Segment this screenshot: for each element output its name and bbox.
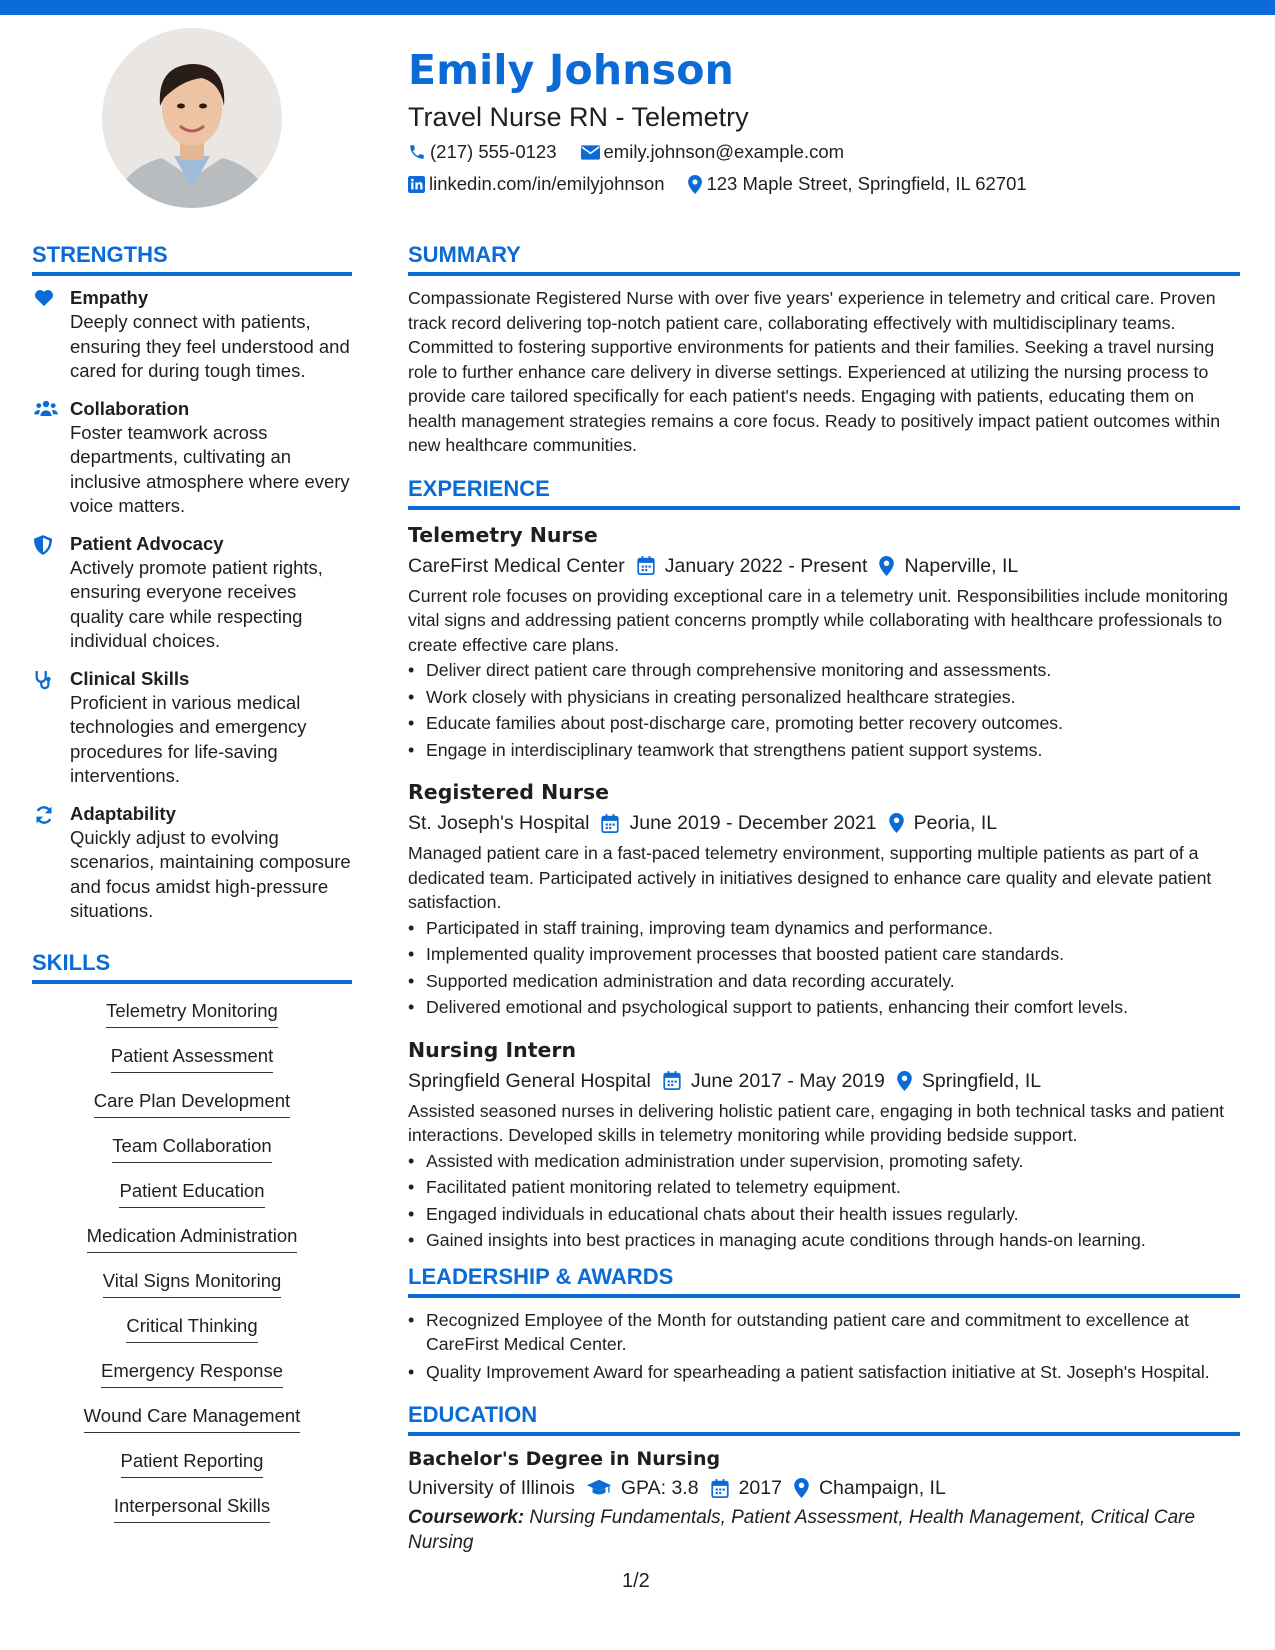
employer: Springfield General Hospital	[408, 1069, 651, 1092]
job-bullet: • Supported medication administration and data recording accurately.	[408, 968, 1240, 995]
job-bullet: • Participated in staff training, improving team dynamics and performance.	[408, 915, 1240, 942]
top-accent-bar	[0, 0, 1275, 15]
resume-header	[408, 40, 1248, 200]
job-bullet: • Engage in interdisciplinary teamwork that strengthens patient support systems.	[408, 737, 1240, 764]
job-bullet: • Facilitated patient monitoring related to telemetry equipment.	[408, 1174, 1240, 1201]
skills-list	[32, 998, 352, 1538]
award-item: • Quality Improvement Award for spearheading a patient satisfaction initiative at St. Joseph's Hospital.	[408, 1360, 1240, 1385]
skill-item: Patient Education	[119, 1178, 264, 1208]
map-pin-icon	[688, 175, 702, 194]
job-bullet: • Work closely with physicians in creating personalized healthcare strategies.	[408, 684, 1240, 711]
school: University of Illinois	[408, 1477, 575, 1499]
job-title: Telemetry Nurse	[408, 522, 598, 547]
strength-name: Collaboration	[70, 397, 190, 419]
linkedin-text: linkedin.com/in/emilyjohnson	[429, 173, 665, 194]
coursework-text: Nursing Fundamentals, Patient Assessment, Health Management, Critical Care Nursing	[408, 1507, 1196, 1553]
phone-text: (217) 555-0123	[430, 141, 557, 162]
job-bullet: • Deliver direct patient care through comprehensive monitoring and assessments.	[408, 657, 1240, 684]
right-column	[408, 240, 1240, 1555]
skill-item: Vital Signs Monitoring	[103, 1268, 282, 1298]
skill-item: Patient Reporting	[121, 1448, 264, 1478]
strength-desc: Foster teamwork across departments, cultivating an inclusive atmosphere where every voice matters.	[70, 421, 350, 516]
email-contact[interactable]	[581, 136, 845, 168]
skill-item: Critical Thinking	[126, 1313, 257, 1343]
calendar-icon	[711, 1479, 729, 1498]
job-title: Registered Nurse	[408, 780, 610, 804]
users-icon	[34, 400, 58, 416]
linkedin-icon	[408, 176, 425, 193]
skill-item: Wound Care Management	[84, 1403, 301, 1433]
strength-name: Clinical Skills	[70, 667, 190, 689]
skill-item: Interpersonal Skills	[114, 1493, 270, 1523]
job-description: Assisted seasoned nurses in delivering holistic patient care, engaging in both technical tasks and patient interactions. Developed skills in telemetry monitoring while providing bedside support.	[408, 1100, 1225, 1145]
phone-icon	[408, 143, 426, 161]
left-column	[32, 240, 352, 1538]
page-number: 1/2	[622, 1570, 650, 1592]
strength-desc: Deeply connect with patients, ensuring they feel understood and cared for during tough times.	[70, 311, 350, 381]
profile-photo	[102, 28, 282, 208]
job-bullet: • Implemented quality improvement processes that boosted patient care standards.	[408, 941, 1240, 968]
award-item: • Recognized Employee of the Month for outstanding patient care and commitment to excellence at CareFirst Medical Center.	[408, 1308, 1240, 1357]
map-pin-icon	[897, 1071, 912, 1091]
coursework	[408, 1506, 1240, 1555]
strength-name: Patient Advocacy	[70, 532, 224, 554]
employer: St. Joseph's Hospital	[408, 812, 590, 834]
job-entry	[408, 520, 1240, 764]
coursework-label: Coursework:	[408, 1507, 525, 1528]
strength-item	[32, 397, 352, 519]
job-dates: January 2022 - Present	[664, 554, 868, 577]
skills-heading: SKILLS	[32, 948, 352, 984]
strength-desc: Proficient in various medical technologies and emergency procedures for life-saving interventions.	[70, 691, 307, 786]
calendar-icon	[637, 556, 655, 575]
summary-text: Compassionate Registered Nurse with over five years' experience in telemetry and critical care. Proven track record delivering top-notch patient care, collaborating effectively with multidisciplinary teams. Committed to fostering supportive environments for patients and their families. Seeking a travel nursing role to further enhance care delivery in diverse settings. Experienced at utilizing the nursing process to provide care tailored specifically for each patient's needs. Engaging with patients, educating them on health management strategies remains a core focus. Ready to positively impact patient outcomes within new healthcare communities.	[408, 288, 1221, 455]
calendar-icon	[663, 1071, 681, 1090]
skill-item: Telemetry Monitoring	[106, 998, 278, 1028]
job-bullets	[408, 915, 1240, 1021]
graduation-year: 2017	[738, 1477, 782, 1499]
job-dates: June 2017 - May 2019	[690, 1069, 885, 1092]
skill-item: Emergency Response	[101, 1358, 283, 1388]
job-bullet: • Assisted with medication administration under supervision, promoting safety.	[408, 1148, 1240, 1175]
job-entry	[408, 777, 1240, 1021]
skill-item: Team Collaboration	[112, 1133, 271, 1163]
employer: CareFirst Medical Center	[408, 554, 625, 577]
strength-item	[32, 532, 352, 654]
shield-icon	[34, 535, 52, 555]
phone-contact	[408, 136, 557, 168]
skill-item: Care Plan Development	[94, 1088, 290, 1118]
stethoscope-icon	[34, 670, 52, 690]
address-contact	[688, 168, 1026, 200]
candidate-name: Emily Johnson	[408, 46, 734, 94]
job-entry	[408, 1035, 1240, 1254]
job-location: Peoria, IL	[913, 812, 998, 834]
strength-name: Empathy	[70, 287, 149, 308]
job-bullet: • Delivered emotional and psychological support to patients, enhancing their comfort levels.	[408, 994, 1240, 1021]
map-pin-icon	[794, 1478, 809, 1498]
envelope-icon	[581, 145, 600, 160]
linkedin-contact[interactable]	[408, 168, 664, 200]
job-dates: June 2019 - December 2021	[629, 812, 877, 834]
skill-item: Medication Administration	[87, 1223, 298, 1253]
job-bullet: • Gained insights into best practices in managing acute conditions through hands-on learning.	[408, 1227, 1240, 1254]
summary-heading: SUMMARY	[408, 240, 1240, 276]
map-pin-icon	[889, 813, 904, 833]
email-text: emily.johnson@example.com	[603, 141, 845, 162]
job-bullets	[408, 657, 1240, 763]
strength-name: Adaptability	[70, 802, 176, 824]
education-heading: EDUCATION	[408, 1400, 1240, 1436]
job-bullet: • Educate families about post-discharge care, promoting better recovery outcomes.	[408, 710, 1240, 737]
job-description: Current role focuses on providing exceptional care in a telemetry unit. Responsibilities include monitoring vital signs and addressing patient concerns promptly while collaborating with healthcare professionals to create effective care plans.	[408, 585, 1228, 655]
candidate-title: Travel Nurse RN - Telemetry	[408, 102, 749, 132]
strength-item	[32, 802, 352, 924]
experience-heading: EXPERIENCE	[408, 474, 1240, 510]
education-entry	[408, 1446, 1240, 1555]
job-title: Nursing Intern	[408, 1037, 577, 1062]
strengths-heading: STRENGTHS	[32, 240, 352, 276]
job-location: Springfield, IL	[921, 1069, 1042, 1092]
strength-item	[32, 667, 352, 789]
gpa: GPA: 3.8	[620, 1477, 699, 1499]
awards-list	[408, 1308, 1240, 1385]
job-location: Naperville, IL	[904, 554, 1019, 577]
address-text: 123 Maple Street, Springfield, IL 62701	[706, 173, 1027, 194]
strength-item	[32, 286, 352, 384]
calendar-icon	[601, 814, 619, 833]
school-location: Champaign, IL	[818, 1477, 946, 1499]
job-description: Managed patient care in a fast-paced telemetry environment, supporting multiple patients as part of a dedicated team. Participated actively in initiatives designed to enhance care quality and elevate patient satisfaction.	[408, 843, 1212, 912]
graduation-cap-icon	[587, 1479, 611, 1497]
strength-desc: Quickly adjust to evolving scenarios, maintaining composure and focus amidst high-pressure situations.	[70, 826, 351, 921]
degree: Bachelor's Degree in Nursing	[408, 1448, 721, 1470]
job-bullets	[408, 1148, 1240, 1254]
heart-icon	[34, 289, 54, 307]
strength-desc: Actively promote patient rights, ensuring everyone receives quality care while respecting individual choices.	[70, 556, 323, 651]
sync-icon	[34, 805, 54, 825]
awards-heading: LEADERSHIP & AWARDS	[408, 1262, 1240, 1298]
map-pin-icon	[879, 556, 894, 576]
skill-item: Patient Assessment	[111, 1043, 273, 1073]
job-bullet: • Engaged individuals in educational chats about their health issues regularly.	[408, 1201, 1240, 1228]
